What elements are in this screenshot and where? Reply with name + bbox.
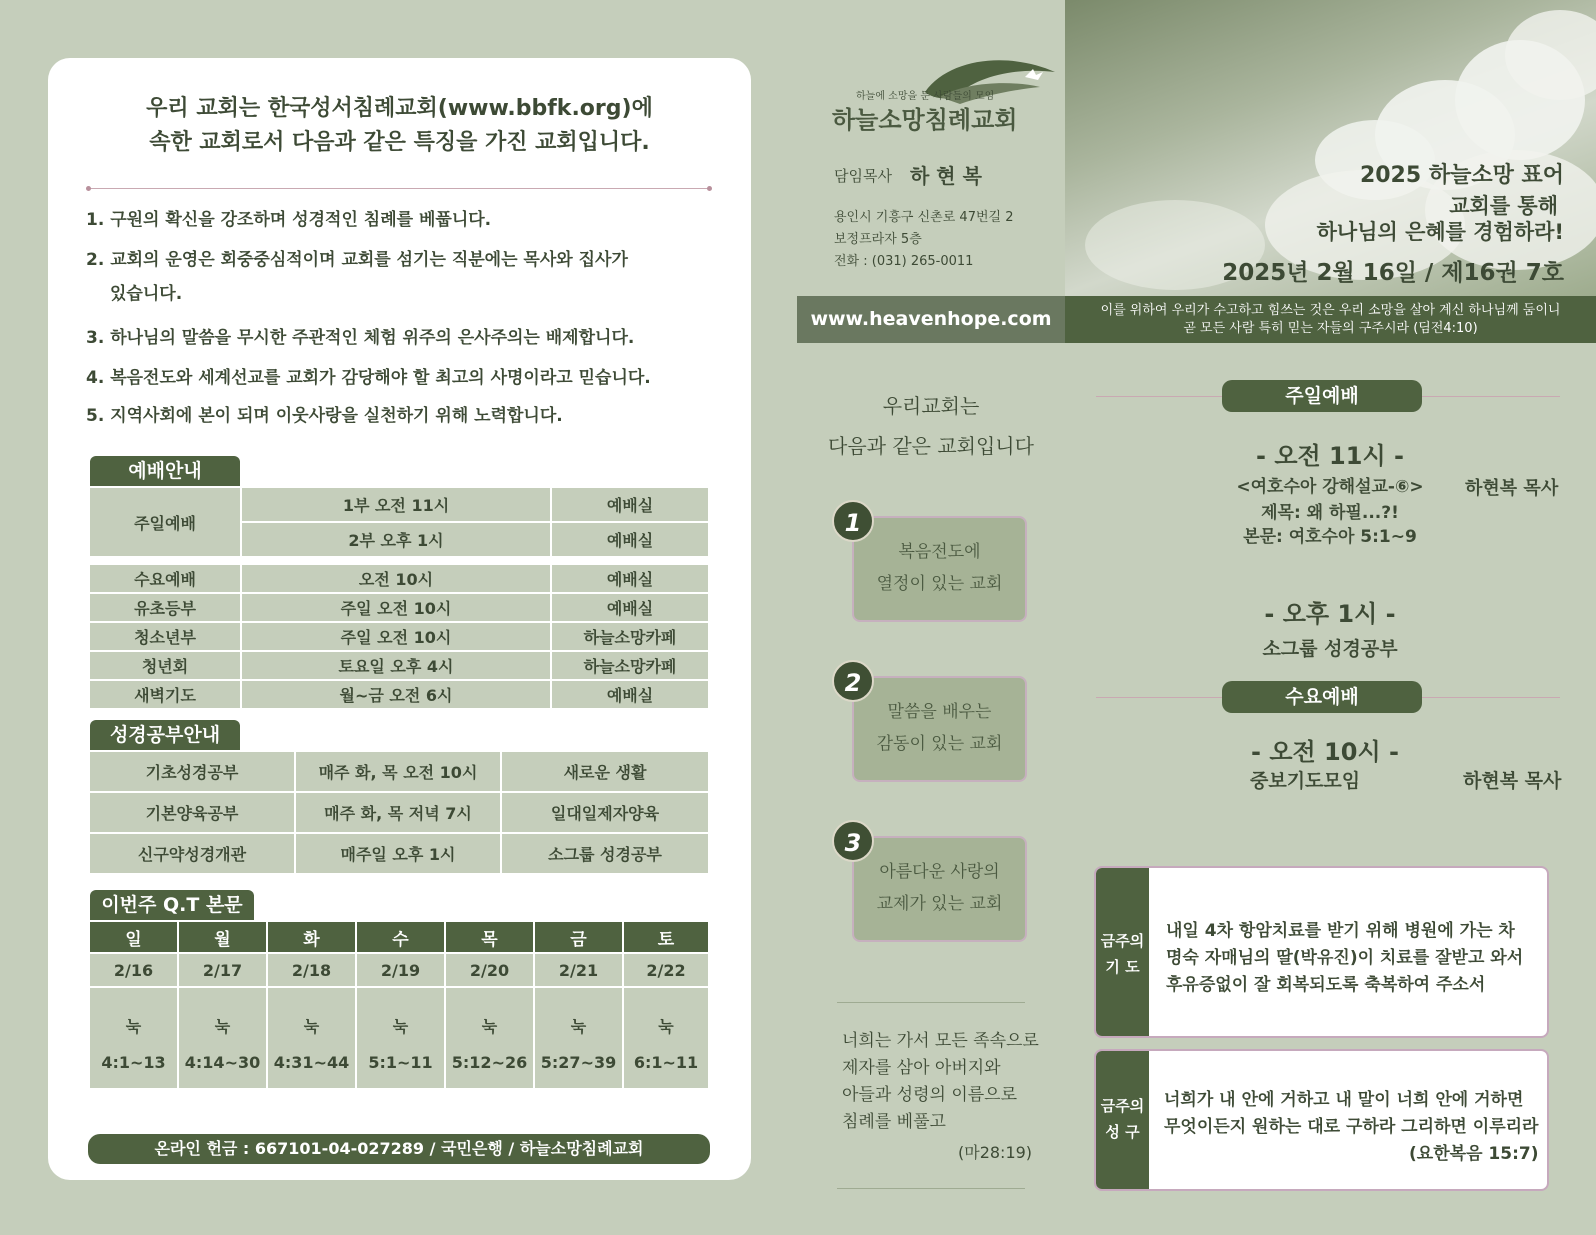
table-row — [89, 833, 709, 874]
scripture-tab — [1096, 1051, 1149, 1189]
prayer-line: 명숙 자매님의 딸(박유진)이 치료를 잘받고 와서 — [1166, 948, 1524, 968]
feature-item: 5. 지역사회에 본이 되며 이웃사랑을 실천하기 위해 노력합니다. — [86, 406, 563, 426]
qt-verse: 5:27~39 — [534, 1037, 623, 1089]
prayer-box — [1094, 866, 1549, 1038]
table-cell: 예배실 — [551, 593, 709, 622]
scripture-tab-label: 금주의 — [1100, 1097, 1145, 1115]
worship-guide-tag: 예배안내 — [90, 456, 240, 486]
motto-title: 2025 하늘소망 표어 — [1359, 163, 1564, 188]
qt-date: 2/18 — [267, 953, 356, 987]
table-cell: 주일 오전 10시 — [241, 622, 551, 651]
pastor-name: 하 현 복 — [910, 164, 982, 188]
qt-table — [88, 920, 710, 1090]
table-cell: 청년회 — [89, 651, 241, 680]
wednesday-time: - 오전 10시 - — [1251, 738, 1399, 766]
theme-verse-line: 곧 모든 사람 특히 믿는 자들의 구주시라 (딤전4:10) — [1183, 321, 1478, 336]
prayer-tab-label: 기 도 — [1105, 958, 1140, 976]
table-cell: 토요일 오후 4시 — [241, 651, 551, 680]
table-cell: 새로운 생활 — [501, 751, 709, 792]
table-cell: 소그룹 성경공부 — [501, 833, 709, 874]
qt-book-row — [89, 987, 709, 1037]
church-trait-box-1 — [852, 516, 1027, 622]
qt-date: 2/19 — [356, 953, 445, 987]
qt-verse: 5:12~26 — [445, 1037, 534, 1089]
our-church-heading-2: 다음과 같은 교회입니다 — [828, 434, 1034, 458]
qt-verse: 4:14~30 — [178, 1037, 267, 1089]
divider — [837, 1002, 1025, 1003]
table-cell: 새벽기도 — [89, 680, 241, 709]
qt-book: 눅 — [445, 987, 534, 1037]
worship-table — [88, 486, 710, 558]
verse-line: 너희는 가서 모든 족속으로 — [842, 1031, 1039, 1051]
trait-text: 감동이 있는 교회 — [876, 734, 1003, 754]
sunday-time-2-desc: 소그룹 성경공부 — [1262, 638, 1398, 660]
feature-item-cont: 있습니다. — [110, 284, 183, 304]
table-row — [89, 751, 709, 792]
pastor-label: 담임목사 — [834, 167, 892, 185]
our-church-heading-1: 우리교회는 — [882, 394, 980, 418]
table-cell: 2부 오후 1시 — [241, 522, 551, 557]
sunday-time-2: - 오후 1시 - — [1264, 600, 1396, 628]
church-trait-box-3 — [852, 836, 1027, 942]
table-cell: 예배실 — [551, 522, 709, 557]
table-cell: 예배실 — [551, 564, 709, 593]
qt-tag: 이번주 Q.T 본문 — [90, 890, 254, 920]
wednesday-leader: 하현복 목사 — [1463, 770, 1562, 792]
scripture-tab-label: 성 구 — [1105, 1123, 1140, 1141]
verse-line: 제자를 삼아 아버지와 — [842, 1058, 1001, 1078]
table-cell: 매주 화, 목 저녁 7시 — [295, 792, 501, 833]
feature-item: 2. 교회의 운영은 회중중심적이며 교회를 섬기는 직분에는 목사와 집사가 — [86, 250, 628, 270]
qt-verse: 6:1~11 — [623, 1037, 709, 1089]
table-cell: 매주 화, 목 오전 10시 — [295, 751, 501, 792]
trait-text: 말씀을 배우는 — [887, 702, 992, 722]
table-row — [89, 622, 709, 651]
table-cell: 주일 오전 10시 — [241, 593, 551, 622]
feature-item: 1. 구원의 확신을 강조하며 성경적인 침례를 베풉니다. — [86, 210, 492, 230]
table-cell: 신구약성경개관 — [89, 833, 295, 874]
theme-verse-bar — [1065, 296, 1596, 343]
prayer-tab — [1096, 868, 1149, 1036]
divider — [837, 1188, 1025, 1189]
verse-reference: (마28:19) — [958, 1143, 1033, 1162]
table-cell: 일대일제자양육 — [501, 792, 709, 833]
qt-date: 2/22 — [623, 953, 709, 987]
scripture-line: 너희가 내 안에 거하고 내 말이 너희 안에 거하면 — [1164, 1090, 1524, 1110]
scripture-line: 무엇이든지 원하는 대로 구하라 그리하면 이루리라 — [1164, 1117, 1539, 1137]
prayer-text — [1166, 918, 1523, 999]
table-row — [89, 792, 709, 833]
table-cell: 1부 오전 11시 — [241, 487, 551, 522]
qt-book: 눅 — [178, 987, 267, 1037]
qt-day: 수 — [356, 921, 445, 953]
church-tagline: 하늘에 소망을 둔 사람들의 모임 — [856, 91, 995, 102]
prayer-line: 내일 4차 항암치료를 받기 위해 병원에 가는 차 — [1166, 921, 1515, 941]
table-row — [89, 680, 709, 709]
left-info-card — [48, 58, 751, 1180]
qt-book: 눅 — [356, 987, 445, 1037]
wednesday-worship-label: 수요예배 — [1222, 681, 1422, 713]
qt-day: 금 — [534, 921, 623, 953]
sunday-worship-label: 주일예배 — [89, 487, 241, 557]
prayer-tab-label: 금주의 — [1100, 932, 1145, 950]
wednesday-desc: 중보기도모임 — [1250, 770, 1361, 792]
qt-book: 눅 — [623, 987, 709, 1037]
scripture-box — [1094, 1049, 1549, 1191]
table-cell: 청소년부 — [89, 622, 241, 651]
intro-line-1: 우리 교회는 한국성서침례교회(www.bbfk.org)에 — [146, 96, 653, 121]
table-cell: 기본양육공부 — [89, 792, 295, 833]
number-badge-1: 1 — [832, 500, 874, 542]
table-row — [89, 651, 709, 680]
phone-number: 전화 : (031) 265-0011 — [834, 254, 974, 269]
sermon-title: 제목: 왜 하필...?! — [1261, 503, 1399, 523]
address-line-1: 용인시 기흥구 신촌로 47번길 2 — [834, 210, 1014, 225]
issue-date: 2025년 2월 16일 / 제16권 7호 — [1222, 260, 1564, 286]
qt-book: 눅 — [534, 987, 623, 1037]
trait-text: 교제가 있는 교회 — [876, 894, 1003, 914]
sunday-worship-label: 주일예배 — [1222, 380, 1422, 412]
qt-verse: 4:1~13 — [89, 1037, 178, 1089]
sermon-text: 본문: 여호수아 5:1~9 — [1243, 527, 1417, 547]
qt-day: 일 — [89, 921, 178, 953]
address-line-2: 보정프라자 5층 — [834, 232, 922, 247]
scripture-reference: (요한복음 15:7) — [1409, 1144, 1539, 1164]
qt-days-row — [89, 921, 709, 953]
sunday-time-1: - 오전 11시 - — [1256, 442, 1404, 470]
table-row — [89, 564, 709, 593]
qt-verse: 4:31~44 — [267, 1037, 356, 1089]
trait-text: 복음전도에 — [898, 542, 981, 562]
offering-account: 온라인 헌금 : 667101-04-027289 / 국민은행 / 하늘소망침례교회 — [88, 1134, 710, 1164]
cloud-hero-image — [1065, 0, 1596, 296]
church-name: 하늘소망침례교회 — [832, 106, 1018, 134]
bible-study-tag: 성경공부안내 — [90, 720, 240, 750]
qt-day: 토 — [623, 921, 709, 953]
feature-item: 3. 하나님의 말씀을 무시한 주관적인 체험 위주의 은사주의는 배제합니다. — [86, 328, 635, 348]
verse-line: 침례를 베풀고 — [842, 1112, 946, 1132]
qt-day: 목 — [445, 921, 534, 953]
trait-text: 열정이 있는 교회 — [876, 574, 1003, 594]
qt-book: 눅 — [89, 987, 178, 1037]
table-cell: 예배실 — [551, 680, 709, 709]
verse-line: 아들과 성령의 이름으로 — [842, 1085, 1018, 1105]
table-row — [89, 593, 709, 622]
qt-book: 눅 — [267, 987, 356, 1037]
great-commission-verse — [842, 1028, 1039, 1136]
table-cell: 하늘소망카페 — [551, 651, 709, 680]
motto-line-2: 하나님의 은혜를 경험하라! — [1316, 220, 1564, 244]
qt-date: 2/17 — [178, 953, 267, 987]
table-cell: 매주일 오후 1시 — [295, 833, 501, 874]
feature-item: 4. 복음전도와 세계선교를 교회가 감당해야 할 최고의 사명이라고 믿습니다. — [86, 368, 651, 388]
table-cell: 오전 10시 — [241, 564, 551, 593]
qt-dates-row — [89, 953, 709, 987]
intro-line-2: 속한 교회로서 다음과 같은 특징을 가진 교회입니다. — [149, 130, 650, 155]
prayer-line: 후유증없이 잘 회복되도록 축복하여 주소서 — [1166, 975, 1486, 995]
number-badge-2: 2 — [832, 660, 874, 702]
motto-line-1: 교회를 통해 — [1449, 194, 1558, 218]
trait-text: 아름다운 사랑의 — [879, 862, 1000, 882]
qt-date: 2/20 — [445, 953, 534, 987]
intro-divider — [88, 188, 710, 189]
church-trait-box-2 — [852, 676, 1027, 782]
bible-study-table — [88, 750, 710, 875]
table-cell: 유초등부 — [89, 593, 241, 622]
qt-day: 화 — [267, 921, 356, 953]
qt-verses-row — [89, 1037, 709, 1089]
sermon-series: <여호수아 강해설교-⑥> — [1236, 477, 1424, 497]
table-cell: 기초성경공부 — [89, 751, 295, 792]
table-cell: 예배실 — [551, 487, 709, 522]
table-cell: 하늘소망카페 — [551, 622, 709, 651]
table-cell: 월~금 오전 6시 — [241, 680, 551, 709]
scripture-text — [1164, 1087, 1538, 1168]
number-badge-3: 3 — [832, 820, 874, 862]
theme-verse-line: 이를 위하여 우리가 수고하고 힘쓰는 것은 우리 소망을 살아 계신 하나님께 둠이니 — [1100, 303, 1561, 318]
qt-day: 월 — [178, 921, 267, 953]
website-link[interactable]: www.heavenhope.com — [797, 296, 1065, 343]
sunday-preacher: 하현복 목사 — [1465, 478, 1559, 499]
qt-date: 2/21 — [534, 953, 623, 987]
qt-verse: 5:1~11 — [356, 1037, 445, 1089]
qt-date: 2/16 — [89, 953, 178, 987]
table-cell: 수요예배 — [89, 564, 241, 593]
schedule-table — [88, 563, 710, 710]
